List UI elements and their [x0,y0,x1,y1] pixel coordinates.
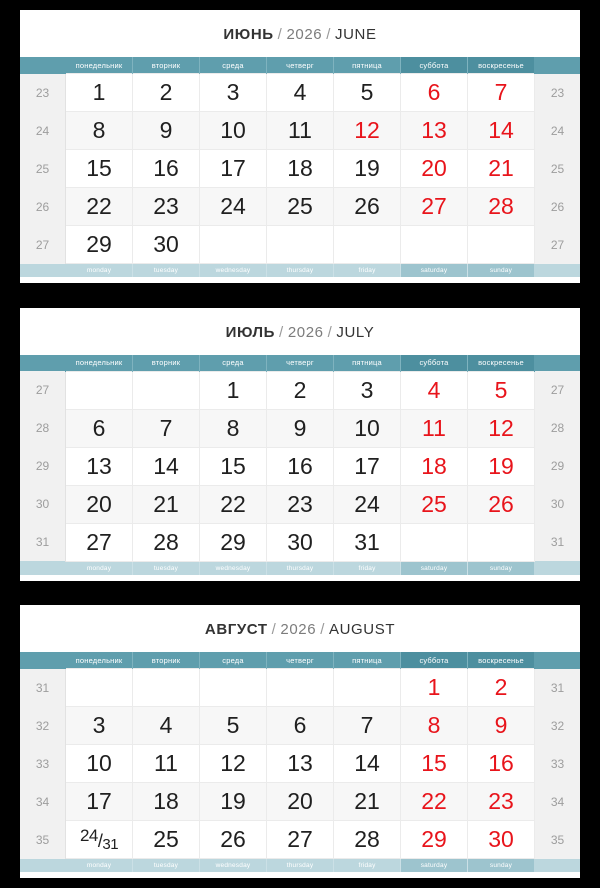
day-cell: 13 [267,745,334,783]
calendar-week-row [20,447,580,485]
weekday-header-ru-saturday: суббота [401,652,468,669]
calendar-table-july [20,355,580,575]
week-footer-right [535,561,581,575]
day-cell: 11 [401,409,468,447]
day-cell: 17 [200,150,267,188]
weekday-header-ru-saturday: суббота [401,355,468,372]
day-cell: 22 [66,188,133,226]
calendar-week-row [20,783,580,821]
day-cell: 25 [133,821,200,859]
week-number-right: 24 [535,112,581,150]
weekday-footer-en-wednesday: wednesday [200,561,267,575]
day-cell: 27 [401,188,468,226]
weekday-header-ru-friday: пятница [334,355,401,372]
day-cell: 16 [133,150,200,188]
day-cell: 20 [267,783,334,821]
day-cell: 6 [267,707,334,745]
month-title-ru: АВГУСТ [204,621,268,638]
weekday-footer-en-friday: friday [334,264,401,278]
week-number-left: 23 [20,74,66,112]
weekday-footer-en-tuesday: tuesday [133,561,200,575]
weekday-header-row [20,355,580,372]
day-cell: 6 [401,74,468,112]
weekday-footer-en-thursday: thursday [267,264,334,278]
week-number-left: 24 [20,112,66,150]
day-cell: 28 [334,821,401,859]
calendar-week-row [20,485,580,523]
day-cell: 4 [133,707,200,745]
day-cell: 8 [200,409,267,447]
day-cell: 11 [267,112,334,150]
month-title-year: 2026 [280,621,317,638]
day-cell: 19 [200,783,267,821]
day-cell: 28 [133,523,200,561]
day-cell: 25 [401,485,468,523]
week-number-right: 32 [535,707,581,745]
weekday-header-ru-monday: понедельник [66,57,133,74]
week-number-right: 23 [535,74,581,112]
day-cell-empty [267,669,334,707]
day-cell-empty [133,669,200,707]
weekday-footer-row [20,264,580,278]
calendar-week-row [20,112,580,150]
weekday-footer-en-monday: monday [66,264,133,278]
week-footer-left [20,859,66,873]
day-cell: 3 [66,707,133,745]
calendar-week-row [20,745,580,783]
day-cell: 21 [468,150,535,188]
calendar-week-row [20,371,580,409]
day-cell: 10 [334,409,401,447]
weekday-footer-en-friday: friday [334,859,401,873]
weekday-footer-en-saturday: saturday [401,264,468,278]
day-cell: 23 [267,485,334,523]
weekday-header-ru-wednesday: среда [200,57,267,74]
week-number-left: 30 [20,485,66,523]
day-cell-empty [334,669,401,707]
calendar-week-row [20,669,580,707]
day-cell: 4 [267,74,334,112]
weekday-footer-en-thursday: thursday [267,561,334,575]
day-cell-empty [468,523,535,561]
day-cell: 9 [468,707,535,745]
weekday-header-row [20,652,580,669]
week-number-left: 33 [20,745,66,783]
day-cell: 13 [401,112,468,150]
week-number-right: 26 [535,188,581,226]
day-cell: 15 [401,745,468,783]
day-cell: 9 [133,112,200,150]
day-cell: 17 [334,447,401,485]
weekday-header-ru-monday: понедельник [66,355,133,372]
weekday-header-ru-tuesday: вторник [133,57,200,74]
day-cell: 17 [66,783,133,821]
weekday-footer-en-saturday: saturday [401,859,468,873]
calendar-week-row [20,188,580,226]
month-block-august [20,605,580,878]
day-cell: 8 [66,112,133,150]
month-title-ru: ИЮНЬ [223,26,274,43]
weekday-footer-en-thursday: thursday [267,859,334,873]
day-cell: 15 [200,447,267,485]
day-cell: 16 [468,745,535,783]
day-cell: 26 [468,485,535,523]
day-cell: 4 [401,371,468,409]
week-number-left: 34 [20,783,66,821]
day-cell-empty [133,371,200,409]
day-cell: 9 [267,409,334,447]
weekday-footer-en-friday: friday [334,561,401,575]
day-cell: 3 [334,371,401,409]
day-cell: 13 [66,447,133,485]
week-number-header-right [535,57,581,74]
week-number-header-right [535,652,581,669]
week-number-left: 25 [20,150,66,188]
day-cell: 19 [334,150,401,188]
day-cell: 6 [66,409,133,447]
month-title-en: JULY [336,323,375,341]
week-number-header-left [20,355,66,372]
weekday-footer-en-sunday: sunday [468,561,535,575]
day-cell: 12 [200,745,267,783]
week-number-left: 28 [20,409,66,447]
day-cell: 20 [401,150,468,188]
week-number-right: 27 [535,371,581,409]
day-cell-empty [401,226,468,264]
weekday-header-row [20,57,580,74]
weekday-footer-en-sunday: sunday [468,859,535,873]
month-title-en: AUGUST [328,621,396,638]
week-number-left: 31 [20,669,66,707]
calendar-week-row [20,523,580,561]
weekday-header-ru-wednesday: среда [200,355,267,372]
day-cell: 27 [267,821,334,859]
day-cell: 14 [334,745,401,783]
day-cell-empty [66,371,133,409]
weekday-header-ru-friday: пятница [334,652,401,669]
day-cell: 1 [200,371,267,409]
week-number-left: 27 [20,226,66,264]
day-cell-empty [334,226,401,264]
week-number-right: 25 [535,150,581,188]
week-number-header-left [20,57,66,74]
calendar-week-row [20,821,580,859]
day-cell: 7 [334,707,401,745]
day-cell: 5 [334,74,401,112]
day-cell: 30 [133,226,200,264]
day-cell: 7 [468,74,535,112]
week-number-header-left [20,652,66,669]
day-cell: 10 [66,745,133,783]
week-number-left: 31 [20,523,66,561]
calendar-week-row [20,409,580,447]
week-number-right: 35 [535,821,581,859]
weekday-header-ru-friday: пятница [334,57,401,74]
weekday-header-ru-monday: понедельник [66,652,133,669]
day-cell: 27 [66,523,133,561]
week-number-left: 35 [20,821,66,859]
day-cell: 28 [468,188,535,226]
day-cell: 15 [66,150,133,188]
day-cell: 24 [334,485,401,523]
week-number-header-right [535,355,581,372]
day-cell: 31 [334,523,401,561]
week-number-right: 34 [535,783,581,821]
calendar-week-row [20,226,580,264]
month-block-july [20,308,580,581]
week-number-left: 26 [20,188,66,226]
weekday-header-ru-thursday: четверг [267,57,334,74]
weekday-footer-en-tuesday: tuesday [133,859,200,873]
day-cell: 2 [468,669,535,707]
weekday-footer-en-wednesday: wednesday [200,264,267,278]
weekday-footer-row [20,561,580,575]
weekday-footer-en-monday: monday [66,561,133,575]
month-title-year: 2026 [286,26,323,43]
day-cell-empty [200,226,267,264]
day-cell-empty [267,226,334,264]
day-cell: 8 [401,707,468,745]
month-title-year: 2026 [287,323,324,341]
weekday-header-ru-sunday: воскресенье [468,355,535,372]
day-cell: 21 [334,783,401,821]
day-cell: 14 [133,447,200,485]
week-footer-left [20,561,66,575]
day-cell: 18 [267,150,334,188]
day-cell-empty [468,226,535,264]
day-cell: 23 [133,188,200,226]
day-cell: 29 [66,226,133,264]
day-cell: 30 [468,821,535,859]
weekday-header-ru-sunday: воскресенье [468,652,535,669]
weekday-header-ru-wednesday: среда [200,652,267,669]
weekday-header-ru-thursday: четверг [267,652,334,669]
week-number-right: 27 [535,226,581,264]
day-cell: 29 [200,523,267,561]
weekday-header-ru-tuesday: вторник [133,355,200,372]
weekday-header-ru-sunday: воскресенье [468,57,535,74]
day-cell-empty [200,669,267,707]
week-number-left: 27 [20,371,66,409]
calendar-week-row [20,707,580,745]
day-cell: 20 [66,485,133,523]
month-title-july: ИЮЛЬ / 2026 / JULY [225,323,375,341]
month-title-ru: ИЮЛЬ [225,323,276,341]
day-cell: 23 [468,783,535,821]
day-cell: 3 [200,74,267,112]
day-cell: 2 [267,371,334,409]
month-block-june [20,10,580,283]
day-cell: 7 [133,409,200,447]
day-cell: 12 [468,409,535,447]
week-number-right: 31 [535,523,581,561]
day-cell: 24/31 [66,821,133,859]
day-cell: 21 [133,485,200,523]
week-number-right: 30 [535,485,581,523]
week-number-left: 32 [20,707,66,745]
week-footer-right [535,264,581,278]
weekday-footer-en-wednesday: wednesday [200,859,267,873]
day-cell: 26 [334,188,401,226]
weekday-header-ru-saturday: суббота [401,57,468,74]
day-cell: 12 [334,112,401,150]
day-cell: 18 [133,783,200,821]
week-number-right: 31 [535,669,581,707]
day-cell: 10 [200,112,267,150]
day-cell: 5 [468,371,535,409]
weekday-header-ru-tuesday: вторник [133,652,200,669]
day-cell: 26 [200,821,267,859]
day-cell: 16 [267,447,334,485]
week-number-left: 29 [20,447,66,485]
day-cell: 11 [133,745,200,783]
day-cell: 14 [468,112,535,150]
weekday-footer-row [20,859,580,873]
calendar-week-row [20,74,580,112]
weekday-footer-en-tuesday: tuesday [133,264,200,278]
day-cell: 22 [401,783,468,821]
day-cell: 5 [200,707,267,745]
month-title-en: JUNE [335,26,377,43]
weekday-footer-en-monday: monday [66,859,133,873]
day-cell: 18 [401,447,468,485]
day-cell: 22 [200,485,267,523]
month-title-june: ИЮНЬ / 2026 / JUNE [223,26,377,43]
calendar-table-august [20,652,580,872]
week-footer-right [535,859,581,873]
day-cell: 30 [267,523,334,561]
day-cell-empty [66,669,133,707]
week-number-right: 29 [535,447,581,485]
day-cell: 1 [66,74,133,112]
weekday-footer-en-saturday: saturday [401,561,468,575]
week-number-right: 28 [535,409,581,447]
day-cell: 1 [401,669,468,707]
day-cell-empty [401,523,468,561]
calendar-table-june [20,57,580,277]
weekday-footer-en-sunday: sunday [468,264,535,278]
week-footer-left [20,264,66,278]
month-title-august: АВГУСТ / 2026 / AUGUST [204,621,396,638]
week-number-right: 33 [535,745,581,783]
calendar-week-row [20,150,580,188]
day-cell: 29 [401,821,468,859]
day-cell: 2 [133,74,200,112]
day-cell: 25 [267,188,334,226]
day-cell: 24 [200,188,267,226]
weekday-header-ru-thursday: четверг [267,355,334,372]
day-cell: 19 [468,447,535,485]
